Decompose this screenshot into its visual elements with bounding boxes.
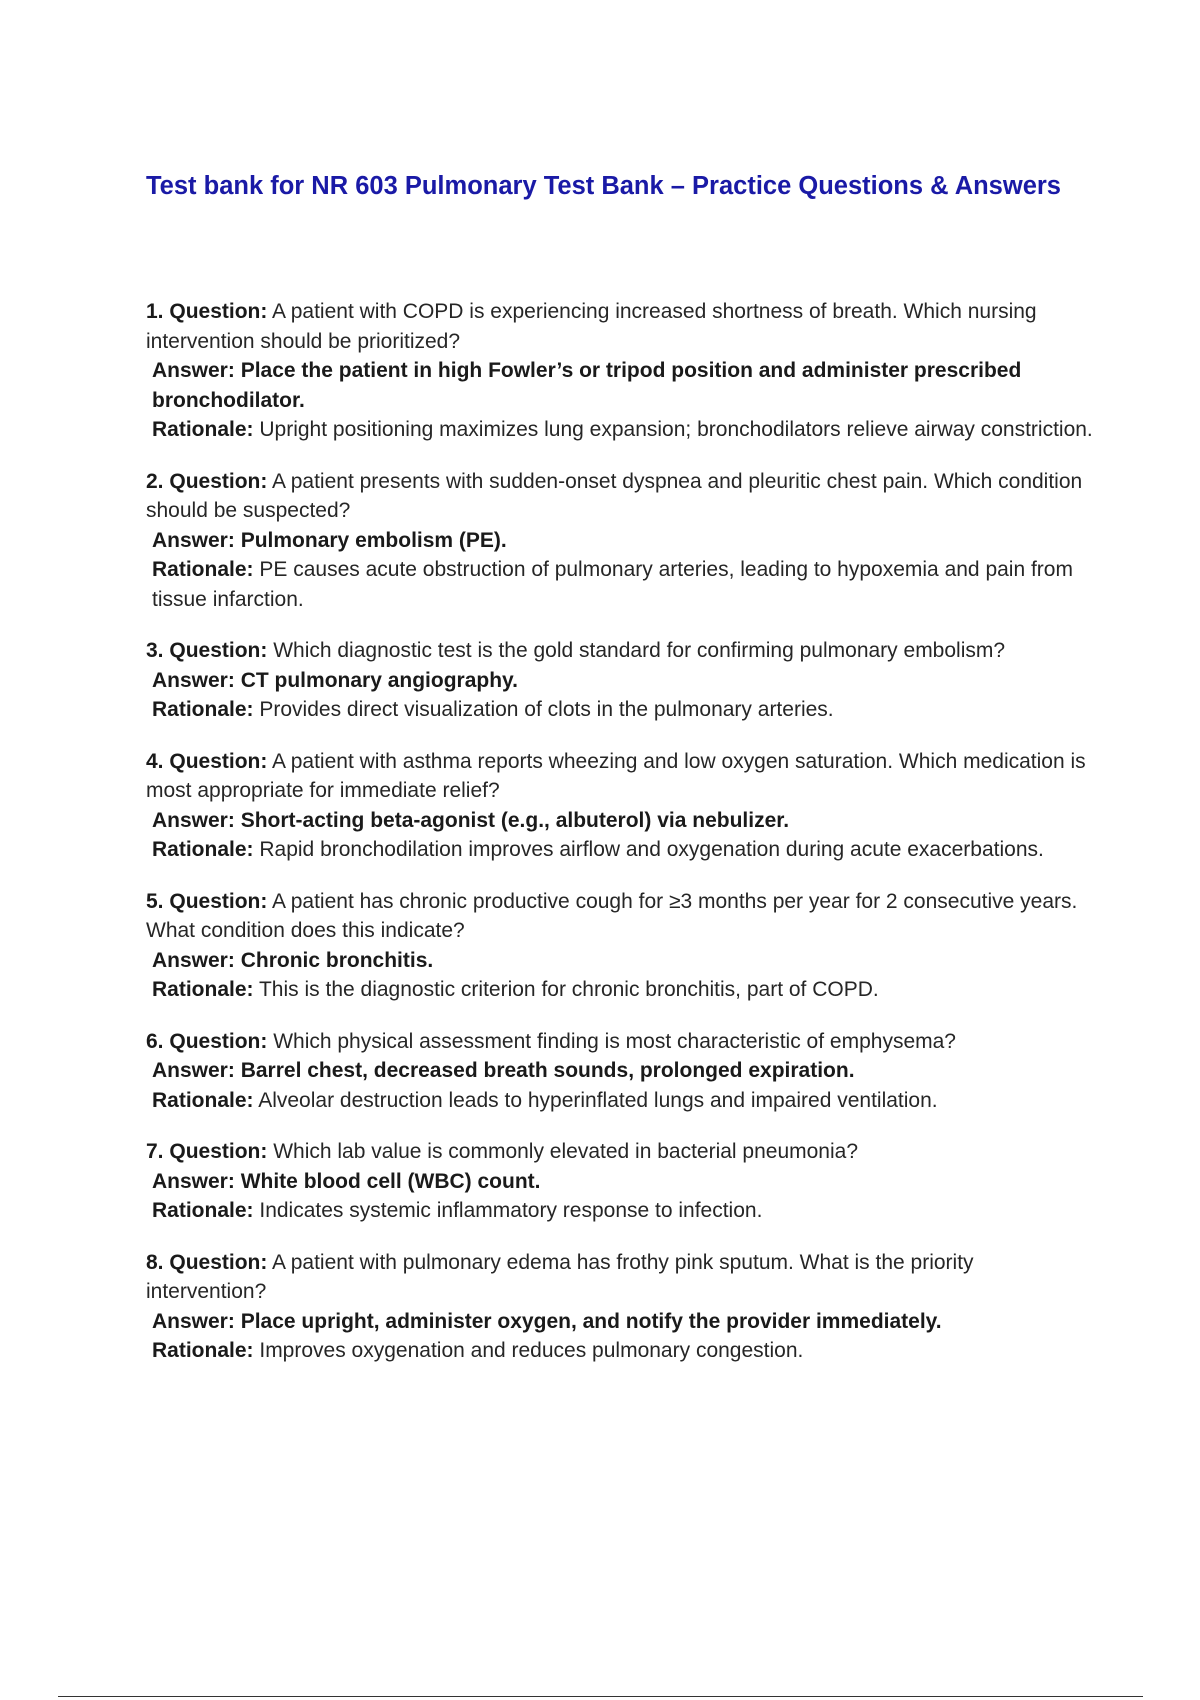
question-number: 5. <box>146 889 164 913</box>
answer-label: Answer: <box>152 668 235 692</box>
rationale-label: Rationale: <box>152 698 254 721</box>
question-item-5 <box>146 887 1096 1005</box>
rationale-label: Rationale: <box>152 418 254 441</box>
question-item-8 <box>146 1248 1096 1366</box>
question-number: 2. <box>146 469 164 493</box>
footer-divider <box>58 1696 1143 1697</box>
question-line <box>146 297 1096 356</box>
question-line <box>146 1248 1096 1307</box>
question-label: Question: <box>169 1140 268 1163</box>
question-label: Question: <box>169 639 268 662</box>
answer-label: Answer: <box>152 1059 235 1082</box>
question-item-2 <box>146 467 1096 615</box>
page-title: Test bank for NR 603 Pulmonary Test Bank – Practice Questions & Answers <box>146 172 1061 200</box>
question-label: Question: <box>169 300 268 323</box>
question-line <box>146 1137 1096 1167</box>
answer-text: CT pulmonary angiography. <box>240 668 518 692</box>
rationale-text: Upright positioning maximizes lung expansion; bronchodilators relieve airway constriction. <box>259 418 1093 441</box>
rationale-label: Rationale: <box>152 1088 254 1112</box>
question-text: A patient presents with sudden-onset dyspnea and pleuritic chest pain. Which condition should be suspected? <box>146 469 1083 522</box>
answer-label: Answer: <box>152 948 235 972</box>
question-text: A patient with COPD is experiencing increased shortness of breath. Which nursing intervention should be prioritized? <box>146 300 1037 353</box>
answer-label: Answer: <box>152 808 235 832</box>
rationale-line <box>146 975 1096 1005</box>
question-item-7 <box>146 1137 1096 1226</box>
answer-text: Pulmonary embolism (PE). <box>240 528 507 552</box>
question-number: 1. <box>146 300 164 323</box>
question-line <box>146 887 1096 946</box>
rationale-label: Rationale: <box>152 978 254 1001</box>
question-label: Question: <box>169 1250 268 1274</box>
rationale-text: This is the diagnostic criterion for chronic bronchitis, part of COPD. <box>258 978 879 1001</box>
answer-line <box>146 666 1096 696</box>
answer-text: Short-acting beta-agonist (e.g., albuterol) via nebulizer. <box>240 808 790 832</box>
question-number: 8. <box>146 1250 164 1274</box>
question-text: A patient with asthma reports wheezing and low oxygen saturation. Which medication is most appropriate for immediate relief? <box>146 749 1086 802</box>
answer-text: White blood cell (WBC) count. <box>240 1169 541 1193</box>
rationale-line <box>146 1196 1096 1226</box>
rationale-text: Provides direct visualization of clots in the pulmonary arteries. <box>259 698 834 721</box>
answer-line <box>146 526 1096 556</box>
question-text: A patient with pulmonary edema has frothy pink sputum. What is the priority intervention? <box>146 1250 974 1303</box>
answer-label: Answer: <box>152 1309 235 1333</box>
question-line <box>146 1027 1096 1057</box>
question-number: 6. <box>146 1029 164 1053</box>
answer-text: Chronic bronchitis. <box>240 948 434 972</box>
rationale-line <box>146 835 1096 865</box>
rationale-line <box>146 1086 1096 1116</box>
rationale-text: Improves oxygenation and reduces pulmonary congestion. <box>259 1339 804 1362</box>
question-text: Which physical assessment finding is most characteristic of emphysema? <box>273 1029 956 1053</box>
question-label: Question: <box>169 469 268 493</box>
answer-text: Place upright, administer oxygen, and notify the provider immediately. <box>240 1309 942 1333</box>
rationale-text: Indicates systemic inflammatory response to infection. <box>259 1199 763 1222</box>
rationale-line <box>146 1336 1096 1366</box>
question-number: 4. <box>146 749 164 773</box>
rationale-text: Rapid bronchodilation improves airflow and oxygenation during acute exacerbations. <box>259 838 1044 861</box>
answer-line <box>146 806 1096 836</box>
rationale-line <box>146 695 1096 725</box>
rationale-line <box>146 415 1096 445</box>
question-list <box>146 297 1096 1366</box>
answer-label: Answer: <box>152 1169 235 1193</box>
answer-text: Place the patient in high Fowler’s or tripod position and administer prescribed bronchodilator. <box>152 359 1022 412</box>
answer-line <box>146 1167 1096 1197</box>
rationale-text: Alveolar destruction leads to hyperinflated lungs and impaired ventilation. <box>258 1088 938 1112</box>
question-text: Which lab value is commonly elevated in bacterial pneumonia? <box>273 1140 859 1163</box>
question-line <box>146 636 1096 666</box>
question-line <box>146 467 1096 526</box>
rationale-line <box>146 555 1096 614</box>
rationale-text: PE causes acute obstruction of pulmonary arteries, leading to hypoxemia and pain from tissue infarction. <box>152 558 1073 611</box>
rationale-label: Rationale: <box>152 838 254 861</box>
question-label: Question: <box>169 889 268 913</box>
answer-label: Answer: <box>152 528 235 552</box>
rationale-label: Rationale: <box>152 1339 254 1362</box>
answer-line <box>146 1307 1096 1337</box>
question-number: 7. <box>146 1140 164 1163</box>
rationale-label: Rationale: <box>152 1199 254 1222</box>
question-item-3 <box>146 636 1096 725</box>
question-line <box>146 747 1096 806</box>
answer-text: Barrel chest, decreased breath sounds, prolonged expiration. <box>240 1059 855 1082</box>
question-text: Which diagnostic test is the gold standard for confirming pulmonary embolism? <box>273 639 1006 662</box>
question-label: Question: <box>169 749 268 773</box>
question-text: A patient has chronic productive cough for ≥3 months per year for 2 consecutive years. What condition does this indicate? <box>146 889 1078 942</box>
answer-line <box>146 356 1096 415</box>
answer-line <box>146 946 1096 976</box>
question-label: Question: <box>169 1029 268 1053</box>
question-item-6 <box>146 1027 1096 1116</box>
answer-label: Answer: <box>152 359 235 382</box>
rationale-label: Rationale: <box>152 558 254 581</box>
question-item-4 <box>146 747 1096 865</box>
answer-line <box>146 1056 1096 1086</box>
question-number: 3. <box>146 639 164 662</box>
question-item-1 <box>146 297 1096 445</box>
